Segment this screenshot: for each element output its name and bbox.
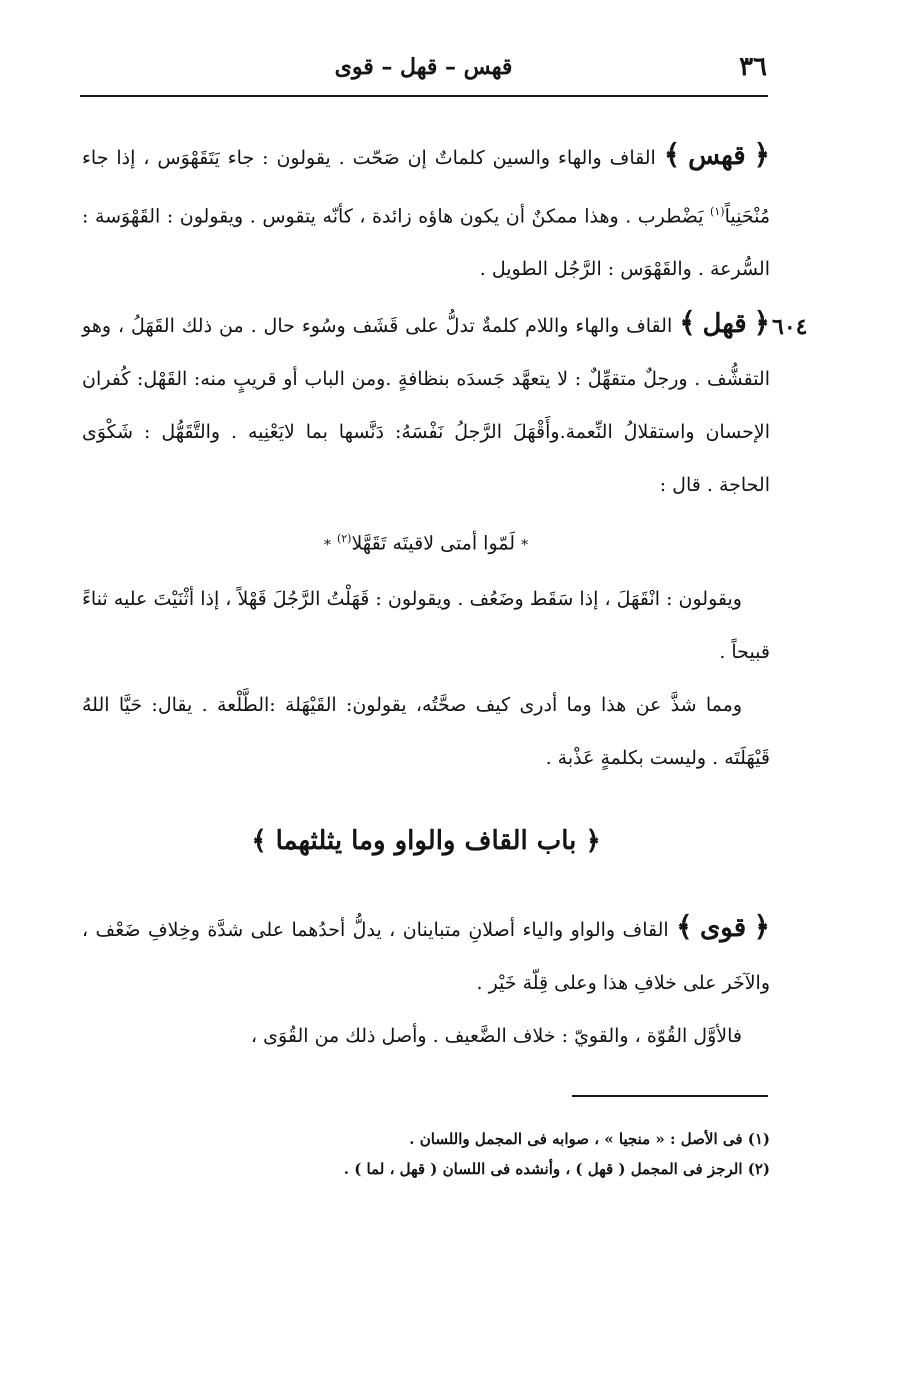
footnote-1: (١) فى الأصل : « منجيا » ، صوابه فى المجمل واللسان .	[409, 1130, 770, 1148]
header-rule	[80, 95, 768, 97]
entry-qahl	[82, 296, 770, 512]
page-number: ٣٦	[739, 52, 767, 82]
margin-entry-number: ٦٠٤	[772, 314, 808, 340]
verse-star: *	[521, 537, 529, 554]
entry-qawy	[82, 900, 770, 1010]
entry-text: القاف والهاء والسين كلماتٌ إن صَحّت . يقولون : جاء يَتَقَهْوَس ، إذا جاء مُنْحَنِياً	[82, 147, 770, 228]
footnote-mark: (٢)	[336, 532, 352, 546]
entry-paragraph: ومما شذَّ عن هذا وما أدرى كيف صحَّتُه، يقولون: القَيْهَلة :الطَّلْعة . يقال: حَيَّا اللهُ قَيْهَلَتَه . وليست بكلمةٍ عَذْبة .	[82, 693, 770, 769]
entry-text-continued: يَضْطرب . وهذا ممكنٌ أن يكون هاؤه زائدة ، كأنّه يتقوس . ويقولون : القَهْوَسة : السُّرعة . والقَهْوَس : الرَّجُل الطويل .	[82, 205, 770, 281]
verse-star: *	[323, 537, 331, 554]
page-header	[80, 52, 767, 92]
footnotes	[230, 1124, 770, 1184]
entry-paragraph: ويقولون : انْقَهَلَ ، إذا سَقَط وضَعُف . ويقولون : قَهَلْتُ الرَّجُلَ قَهْلاً ، إذا أثْنَيْتَ عليه ثناءً قبيحاً .	[82, 587, 770, 663]
entry-close-bracket: ﴾	[679, 306, 696, 340]
entry-text: القاف والهاء واللام كلمةٌ تدلُّ على قَشَف وسُوء حال . من ذلك القَهَلُ ، وهو التقشُّف . ورجلٌ متقهِّلٌ : لا يتعهَّد جَسدَه بنظافةٍ .ومن الباب أو قريبٍ منه: القَهْل: كُفران الإحسان واستقلالُ النِّعمة.وأَقْهَلَ الرَّجلُ نَفْسَهُ: دَنَّسها بما لايَعْنِيه . والتَّقَهُّل : شَكْوَى الحاجة . قال :	[82, 315, 771, 497]
entry-headword: قوى	[699, 913, 747, 943]
entry-headword: قهل	[702, 309, 747, 340]
verse-line	[82, 512, 770, 572]
footnote-mark: (١)	[710, 205, 725, 218]
entry-qawy-block	[82, 900, 770, 1063]
entry-close-bracket: ﴾	[676, 910, 693, 943]
entry-close-bracket: ﴾	[663, 138, 681, 171]
entry-open-bracket: ﴿	[753, 306, 771, 340]
chapter-heading: ﴿ باب القاف والواو وما يثلثهما ﴾	[251, 826, 601, 856]
entry-headword: قهس	[688, 141, 746, 171]
entry-open-bracket: ﴿	[753, 910, 770, 943]
verse-text: لَمّوا أمتى لاقيتَه تَقَهَّلا	[351, 532, 516, 555]
footnote-2: (٢) الرجز فى المجمل ( قهل ) ، وأنشده فى اللسان ( قهل ، لما ) .	[343, 1160, 770, 1178]
entry-paragraph: فالأوَّل القُوّة ، والقويّ : خلاف الضَّعيف . وأصل ذلك من القُوَى ،	[251, 1025, 742, 1047]
entry-open-bracket: ﴿	[753, 138, 771, 171]
running-title: قهس – قهل – قوى	[334, 54, 513, 80]
entries-qahs-qahl	[82, 128, 770, 785]
entry-qahs	[82, 128, 770, 296]
footnote-rule	[572, 1095, 768, 1097]
entry-text: القاف والواو والياء أصلانِ متباينان ، يدلُّ أحدُهما على شدَّة وخِلافِ ضَعْف ، والآخَر على خلافِ هذا وعلى قِلّة خَيْر .	[82, 919, 770, 994]
